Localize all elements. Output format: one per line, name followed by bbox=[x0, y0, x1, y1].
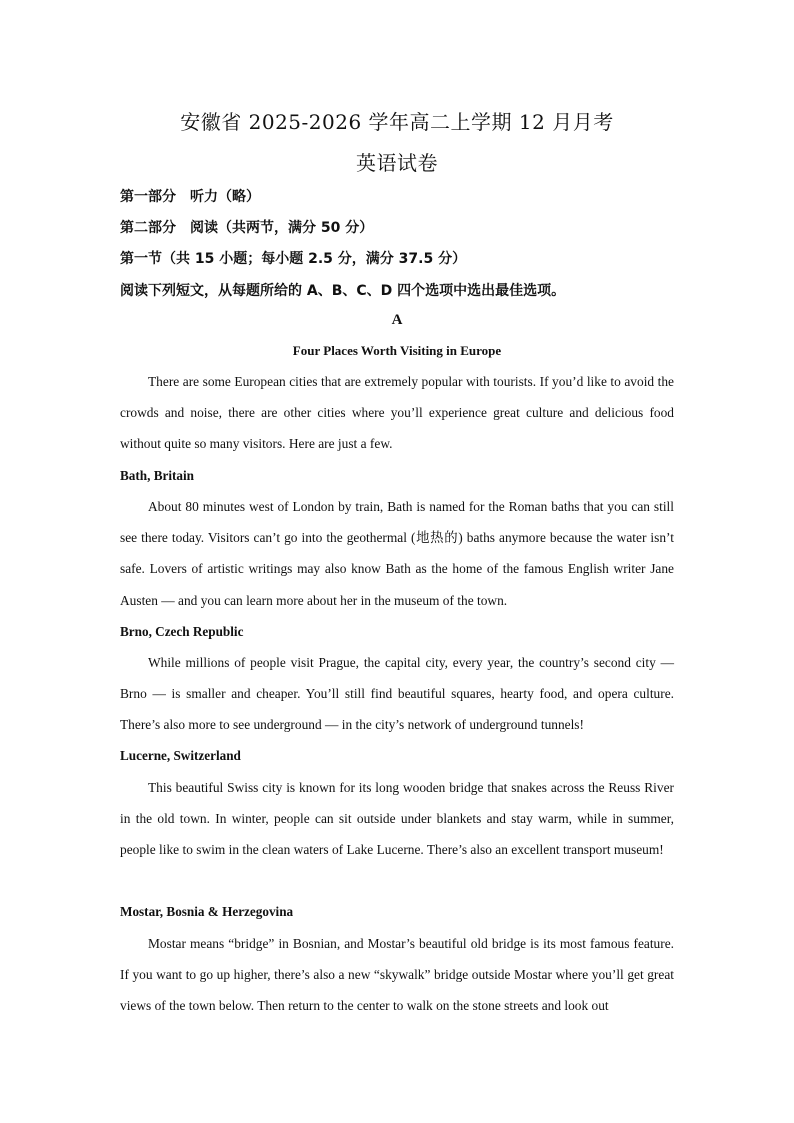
passage-title: Four Places Worth Visiting in Europe bbox=[292, 343, 502, 358]
place-paragraph: This beautiful Swiss city is known for its long wooden bridge that snakes across the Reuss River in the old town. In winter, people can sit outside under blankets and stay warm, while in summer, people like to swim in the clean waters of Lake Lucerne. There’s also an excellent transport museum! bbox=[120, 780, 674, 858]
exam-title: 安徽省 2025-2026 学年高二上学期 12 月月考 bbox=[180, 110, 614, 134]
place-paragraph: While millions of people visit Prague, the capital city, every year, the country’s second city — Brno — is smaller and cheaper. You’ll still find beautiful squares, hearty food, and opera culture. There’s also more to see underground — in the city’s network of underground tunnels! bbox=[120, 655, 674, 733]
place-heading: Lucerne, Switzerland bbox=[120, 748, 241, 763]
intro-paragraph: There are some European cities that are extremely popular with tourists. If you’d like to avoid the crowds and noise, there are other cities where you’ll experience great culture and delicious food without quite so many visitors. Here are just a few. bbox=[120, 374, 674, 452]
place-paragraph: Mostar means “bridge” in Bosnian, and Mostar’s beautiful old bridge is its most famous feature. If you want to go up higher, there’s also a new “skywalk” bridge outside Mostar where you’ll get great views of the town below. Then return to the center to walk on the stone streets and look out bbox=[120, 936, 674, 1014]
part-one-heading: 第一部分 听力（略） bbox=[120, 189, 260, 205]
place-paragraph: About 80 minutes west of London by train, Bath is named for the Roman baths that you can still see there today. Visitors can’t go into the geothermal (地热的) baths anymore because the water isn’t safe. Lovers of artistic writings may also know Bath as the home of the famous English writer Jane Austen — and you can learn more about her in the museum of the town. bbox=[120, 499, 674, 608]
section-one-heading: 第一节（共 15 小题；每小题 2.5 分，满分 37.5 分） bbox=[120, 251, 467, 267]
instruction-text: 阅读下列短文，从每题所给的 A、B、C、D 四个选项中选出最佳选项。 bbox=[120, 283, 566, 299]
place-heading: Mostar, Bosnia & Herzegovina bbox=[120, 904, 294, 919]
place-heading: Bath, Britain bbox=[120, 468, 195, 483]
place-heading: Brno, Czech Republic bbox=[120, 624, 244, 639]
passage-letter: A bbox=[391, 312, 403, 328]
part-two-heading: 第二部分 阅读（共两节，满分 50 分） bbox=[120, 220, 374, 236]
exam-subject: 英语试卷 bbox=[356, 151, 438, 175]
